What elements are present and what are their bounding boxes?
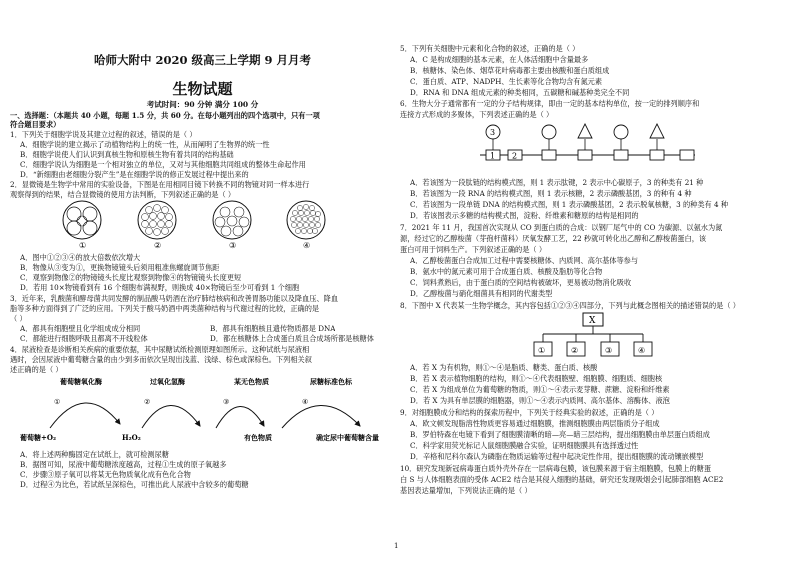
colored-substance-label: 有色物质: [244, 433, 272, 442]
q3-stem-end: （ ）: [10, 314, 27, 323]
step-num-3: ③: [223, 398, 230, 406]
field-1: [63, 201, 101, 239]
node-label-1: ①: [538, 346, 546, 355]
q8-option-c: C．若 X 为组成单位为葡萄糖的物质，则①～④表示麦芽糖、蔗糖、淀粉和纤维素: [410, 385, 670, 394]
enzyme2-label: 过氧化氢酶: [150, 377, 185, 386]
concept-x-label: X: [589, 316, 596, 326]
arrow-step1: [50, 403, 120, 428]
field-label-4: ④: [303, 241, 311, 250]
q4-stem-end: 述正确的是（ ）: [10, 365, 63, 374]
step3-label: 某无色物质: [234, 377, 269, 386]
q4-stem: 4．尿液检查是诊断相关疾病的重要依据，其中尿糖试纸检测原理如图所示。这种试纸与尿液相: [10, 345, 310, 354]
q6-stem: 6．生物大分子通常都有一定的分子结构规律，即由一定的基本结构单位，按一定的排列顺序和: [400, 99, 700, 108]
label-3: 3: [490, 128, 496, 137]
q6-stem-cont: 连接方式形成的多聚体，下列表述正确的是（ ）: [400, 110, 554, 119]
q4-option-a: A．将上述两种酶固定在试纸上，就可检测尿糖: [20, 450, 169, 459]
q5-option-c: C．蛋白质、ATP、NADPH、生长素等化合物均含有氮元素: [410, 77, 603, 86]
q8-option-b: B．若 X 表示植物细胞的结构，则①～④代表细胞壁、细胞膜、细胞质、细胞核: [410, 374, 663, 383]
microscope-fields-figure: [50, 198, 350, 250]
q2-option-b: B．物像从③变为①，更换物镜镜头后须用粗准焦螺旋调节焦距: [20, 263, 220, 272]
q2-option-d: D．若用 10×物镜看到有 16 个细胞布满视野，则换成 40×物镜后至少可看到 1 个细胞: [20, 283, 300, 292]
q2-option-c: C．观察到物像②的物镜镜头长度比观察到物像④的物镜镜头长度更短: [20, 273, 242, 282]
q3-option-b: B．都具有细胞核且遗传物质都是 DNA: [210, 324, 336, 333]
step4-label: 尿糖标准色标: [310, 377, 352, 386]
concept-map-figure: [530, 312, 660, 360]
q4-option-b: B．据图可知，尿液中葡萄糖浓度越高，过程①生成的原子氧越多: [20, 460, 227, 469]
q6-option-a: A．若该图为一段肽链的结构模式图，则 1 表示肽键，2 表示中心碳原子，3 的种类有 21 种: [410, 178, 704, 187]
field-label-2: ②: [154, 241, 162, 250]
q1-stem: 1．下列关于细胞学说及其建立过程的叙述，错误的是（ ）: [10, 130, 197, 139]
arrow-step2: [142, 405, 200, 428]
urine-test-pathway: [20, 374, 390, 446]
q9-option-a: A．欧文顿发现脂溶性物质更容易通过细胞膜，推测细胞膜由两层脂质分子组成: [410, 419, 660, 428]
left-column: [10, 0, 395, 561]
exam-info: 考试时间：90 分钟 满分 100 分: [146, 100, 259, 109]
q8-option-a: A．若 X 为有机物，则①～④是脂质、糖类、蛋白质、核酸: [410, 363, 598, 372]
q5-stem: 5．下列有关细胞中元素和化合物的叙述，正确的是（ ）: [400, 44, 580, 53]
node-label-4: ④: [638, 346, 646, 355]
step-num-1: ①: [54, 398, 61, 406]
q2-option-a: A．图中①②③④的放大倍数依次增大: [20, 253, 141, 262]
node-label-3: ③: [605, 346, 613, 355]
substrate-label: 葡萄糖+O₂: [20, 433, 57, 442]
label-2: 2: [512, 151, 518, 161]
q10-stem: 10．研究发现新冠病毒蛋白质外壳外存在一层病毒包膜，该包膜来源于宿主细胞膜，包膜上的糖蛋: [400, 464, 712, 473]
q7-option-d: D．乙醇梭菌与硝化细菌具有相同的代谢类型: [410, 289, 553, 298]
q5-option-b: B．核糖体、染色体、烟草花叶病毒都主要由核酸和蛋白质组成: [410, 66, 610, 75]
q5-option-a: A．C 是构成细胞的基本元素，在人体活细胞中含量最多: [410, 55, 589, 64]
subject-title: 生物试题: [172, 80, 233, 98]
q4-option-d: D．过程④为比色，若试纸呈深棕色，可推出此人尿液中含较多的葡萄糖: [20, 480, 249, 489]
node-label-2: ②: [571, 346, 579, 355]
step-num-2: ②: [144, 398, 151, 406]
field-4: [287, 201, 325, 239]
q6-option-d: D．若该图表示多糖的结构模式图，淀粉、纤维素和糖原的结构是相同的: [410, 211, 639, 220]
q2-stem-cont: 观察得到的结果，结合显微镜的使用方法判断，下列叙述正确的是（ ）: [10, 190, 236, 199]
right-column: [400, 0, 785, 561]
label-1: 1: [490, 151, 496, 161]
q1-option-a: A．细胞学说的建立揭示了动植物结构上的统一性，从而阐明了生物界的统一性: [20, 140, 270, 149]
q8-stem: 8．下图中 X 代表某一生物学概念，其内容包括①②③④四部分，下列与此概念图相关的描述错误的是（ ）: [400, 301, 740, 310]
field-label-3: ③: [229, 241, 237, 250]
q3-option-d: D．都在核糖体上合成蛋白质且合成场所都是核糖体: [210, 334, 374, 343]
q9-option-d: D．辛格和尼科尔森认为磷脂在物质运输等过程中起决定性作用，提出细胞膜的流动镶嵌模型: [410, 452, 704, 461]
q7-stem-end: 蛋白可用于饲料生产。下列叙述正确的是（ ）: [400, 245, 547, 254]
q1-option-c: C．细胞学说认为细胞是一个相对独立的单位，又对与其他细胞共同组成的整体生命起作用: [20, 160, 306, 169]
page-number: 1: [394, 542, 399, 550]
arrow-step3: [216, 406, 264, 428]
q9-option-c: C．科学家用荧光标记人鼠细胞膜融合实验，证明细胞膜具有选择透过性: [410, 441, 639, 450]
q3-option-a: A．都具有细胞壁且化学组成成分相同: [20, 324, 141, 333]
q9-stem: 9．对细胞膜成分和结构的探索历程中，下列关于经典实验的叙述，正确的是（ ）: [400, 408, 659, 417]
q2-stem: 2．显微镜是生物学中常用的实验设备，下图是在用相同目镜下转换不同的物镜对同一样本进行: [10, 180, 310, 189]
section-heading: 一、选择题：（本题共 40 小题，每题 1.5 分，共 60 分。在每小题列出的四个选项中，只有一项: [10, 111, 320, 120]
q9-option-b: B．罗伯特森在电镜下看到了细胞膜清晰的暗—亮—暗三层结构，提出细胞膜由单层蛋白质组成: [410, 430, 710, 439]
glucose-result-label: 确定尿中葡萄糖含量: [316, 433, 379, 442]
step-num-4: ④: [302, 398, 309, 406]
q7-stem: 7．2021 年 11 月，我国首次实现从 CO 到蛋白质的合成：以钢厂尾气中的 CO 为碳源、以氨水为氮: [400, 223, 723, 232]
q4-option-c: C．步骤③原子氧可以将某无色物质氧化成有色化合物: [20, 470, 191, 479]
q1-option-d: D．“新细胞由老细胞分裂产生”是在细胞学说的修正发展过程中提出来的: [20, 170, 249, 179]
q7-stem-cont: 源，经过它的乙醇梭菌（芽孢杆菌科）厌氧发酵工艺，22 秒就可转化出乙醇和乙醇梭菌蛋白，该: [400, 234, 707, 243]
q3-option-c: C．都能进行细胞呼吸且都离不开线粒体: [20, 334, 148, 343]
arrow-step4: [282, 405, 360, 428]
q7-option-a: A．乙醇梭菌蛋白合成加工过程中需要核糖体、内质网、高尔基体等参与: [410, 256, 639, 265]
field-3: [213, 201, 251, 239]
q4-stem-cont: 遇时，会因尿液中葡萄糖含量的由少到多而依次呈现出浅蓝、浅绿、棕色或深棕色。下列相关叙: [10, 355, 312, 364]
field-2: [138, 201, 176, 239]
polymer-chain-figure: [480, 119, 700, 175]
q10-stem-cont: 白 S 与人体细胞表面的受体 ACE2 结合是其侵入细胞的基础，研究还发现吸烟会引起肺部细胞 ACE2: [400, 475, 724, 484]
q6-option-c: C．若该图为一段单链 DNA 的结构模式图，则 1 表示磷酸基团，2 表示脱氧核糖，3 的种类有 4 种: [410, 200, 729, 209]
q10-stem-end: 基因表达量增加，下列说法正确的是（ ）: [400, 486, 532, 495]
field-label-1: ①: [79, 241, 87, 250]
q5-option-d: D．RNA 和 DNA 组成元素的种类相同，五碳糖和碱基种类完全不同: [410, 88, 630, 97]
school-title: 哈师大附中 2020 级高三上学期 9 月月考: [93, 53, 312, 67]
enzyme1-label: 葡萄糖氧化酶: [60, 377, 102, 386]
q3-stem-cont: 脂等多种方面得到了广泛的应用。下列关于酸马奶酒中两类菌种结构与代谢过程的比较，正确的是: [10, 304, 320, 313]
q6-option-b: B．若该图为一段 RNA 的结构模式图，则 1 表示核糖，2 表示磷酸基团，3 的种有 4 种: [410, 189, 692, 198]
q1-option-b: B．细胞学说使人们认识到真核生物和原核生物有着共同的结构基础: [20, 150, 234, 159]
section-heading-cont: 符合题目要求）: [10, 120, 61, 129]
q7-option-b: B．氨水中的氮元素可用于合成蛋白质、核酸及脂肪等化合物: [410, 267, 603, 276]
h2o2-label: H₂O₂: [122, 433, 141, 442]
q8-option-d: D．若 X 为具有单层膜的细胞器，则①～④表示内质网、高尔基体、溶酶体、液泡: [410, 396, 670, 405]
q7-option-c: C．饲料煮熟后，由于蛋白质的空间结构被破坏，更易被动物消化吸收: [410, 278, 632, 287]
q3-stem: 3．近年来，乳酸菌和酵母菌共同发酵的制品酸马奶酒在治疗肺结核病和改善胃肠功能以及降血压、降血: [10, 294, 339, 303]
